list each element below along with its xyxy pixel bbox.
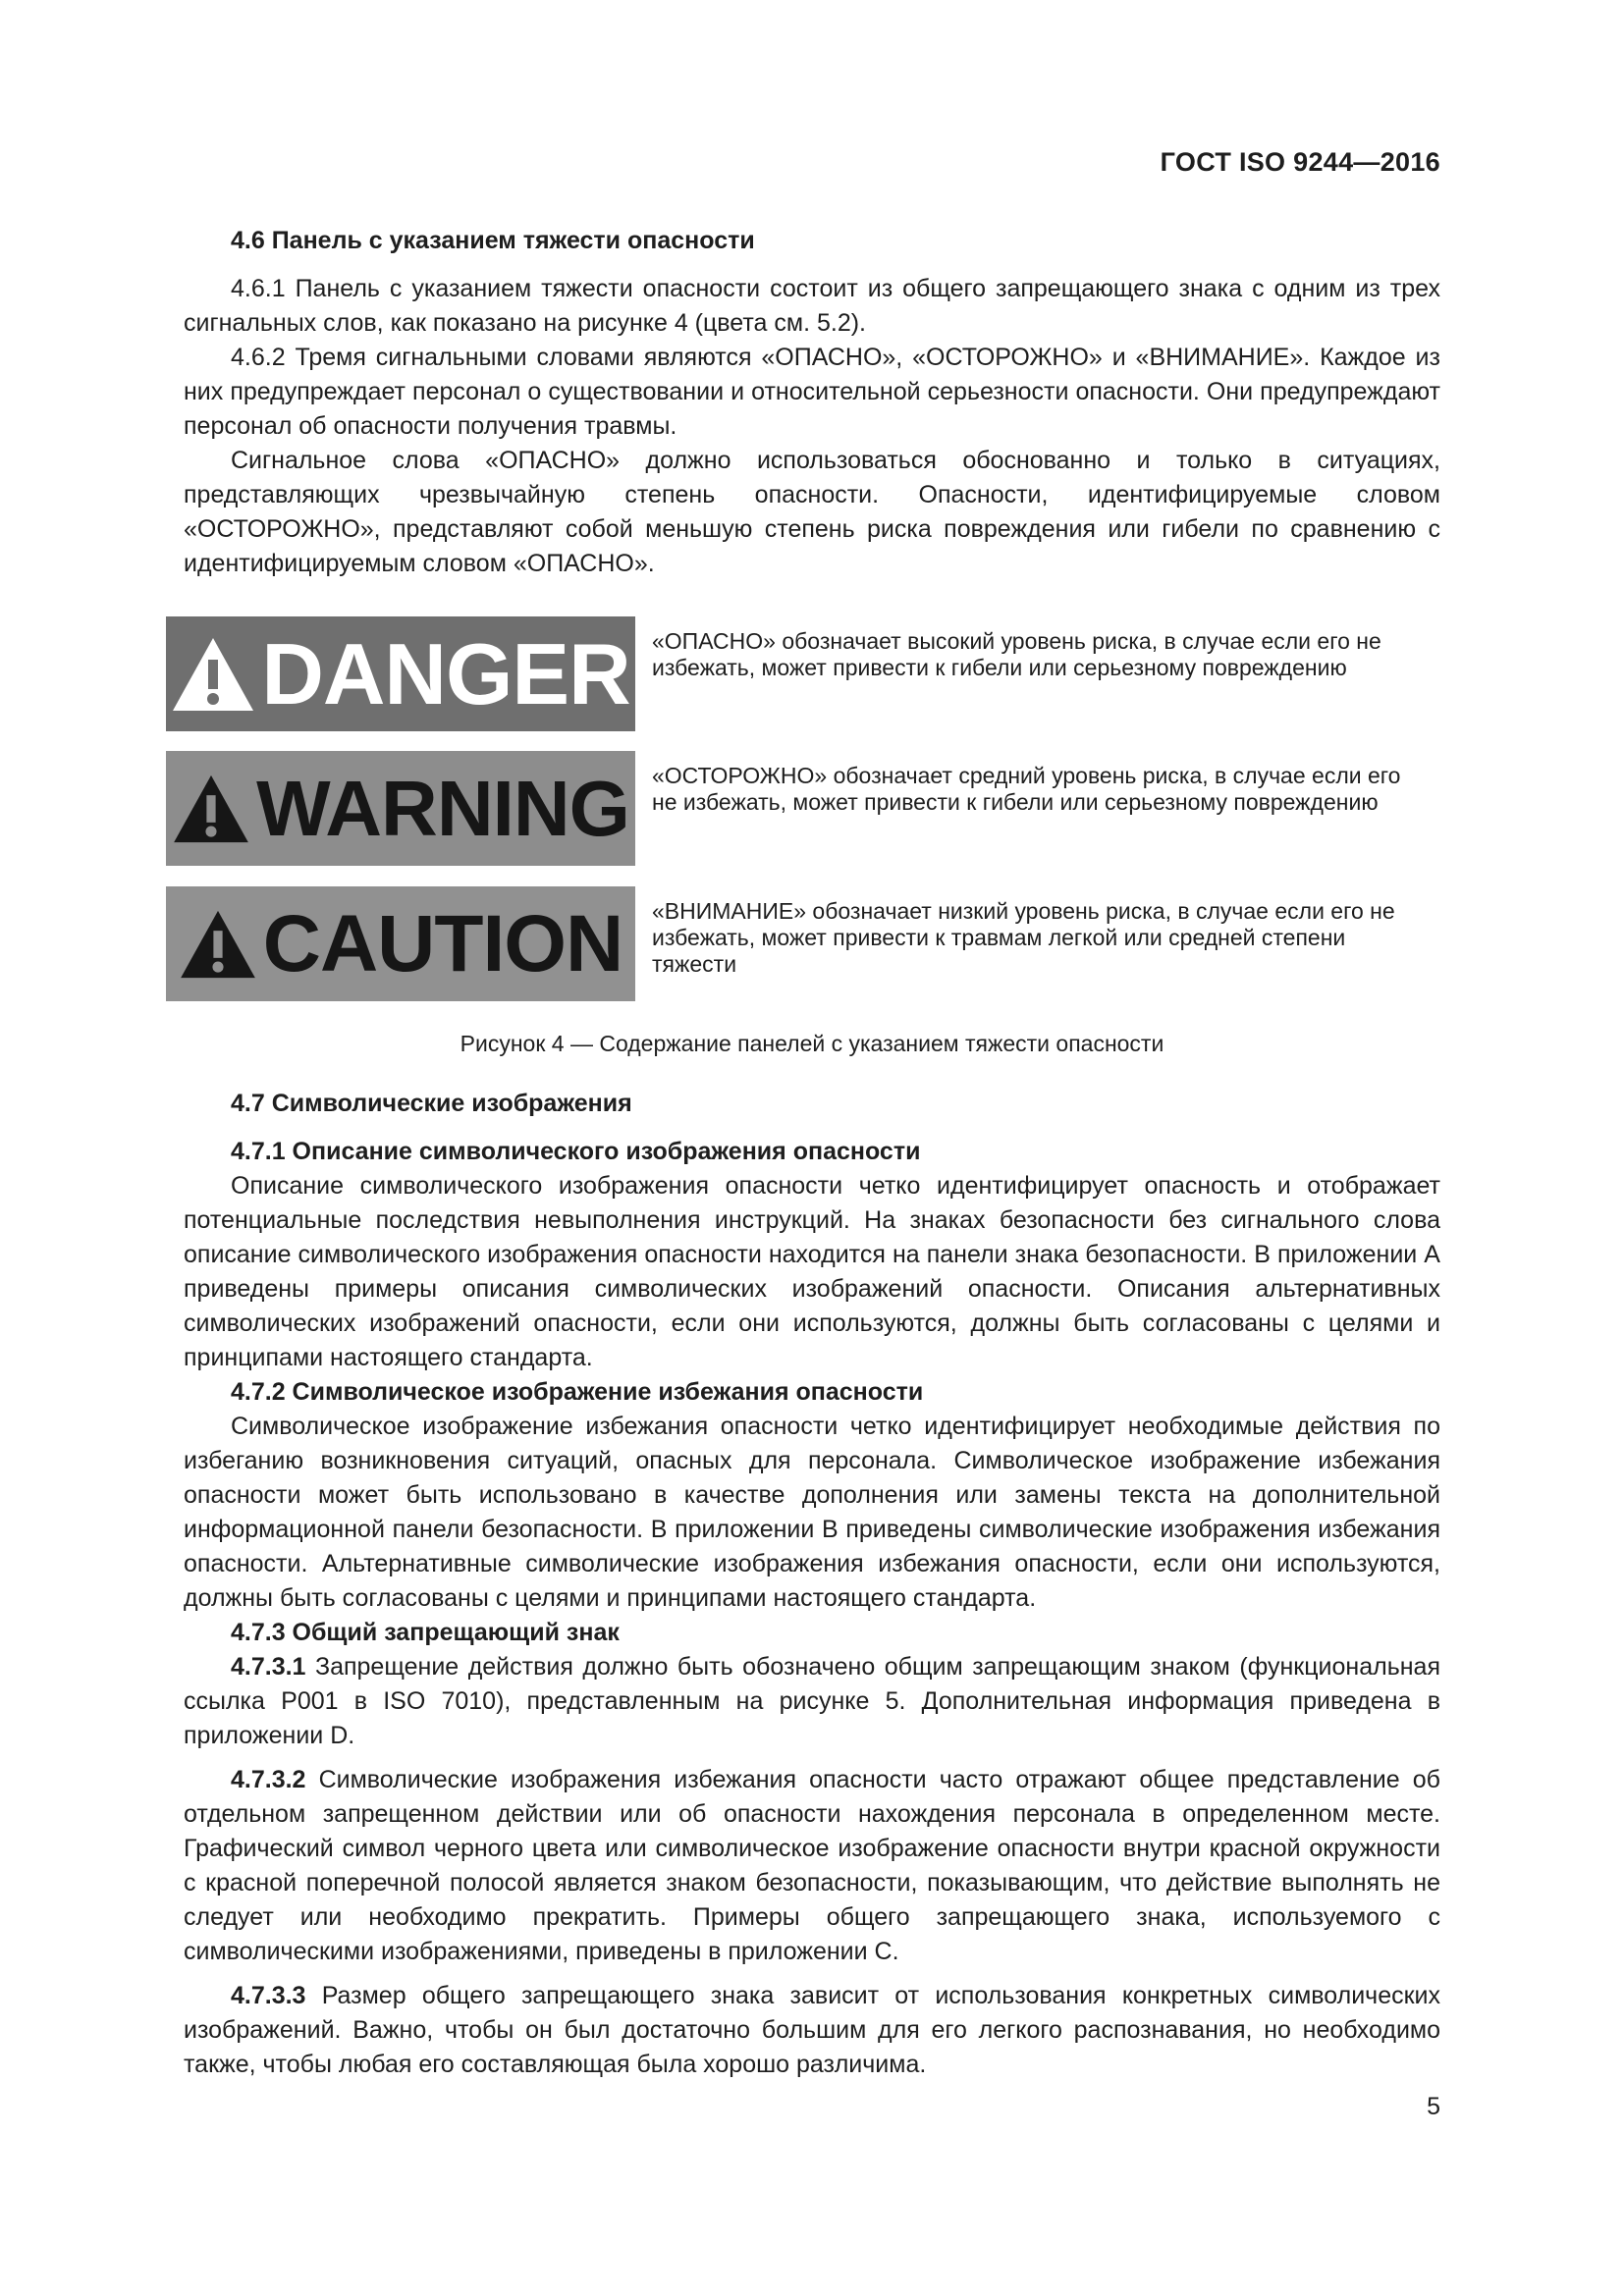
section-4-7-1-heading: 4.7.1 Описание символического изображения опасности [231,1138,921,1165]
caution-signal-word: CAUTION [262,899,623,988]
caution-sign-panel [166,886,635,1001]
danger-description: «ОПАСНО» обозначает высокий уровень риска, в случае если его не избежать, может привести к гибели или серьезному повреждению [652,628,1381,680]
clause-number: 4.7.3.1 [231,1653,306,1681]
danger-signal-word: DANGER [261,625,630,722]
paragraph-4-7-3-3 [184,1979,1440,2082]
warning-sign-panel [166,751,635,866]
standard-header: ГОСТ ISO 9244—2016 [1160,147,1440,177]
section-4-7-heading: 4.7 Символические изображения [231,1090,632,1117]
clause-number: 4.7.3.3 [231,1982,306,2009]
paragraph-4-7-3-1 [184,1650,1440,1753]
clause-text: Запрещение действия должно быть обозначено общим запрещающим знаком (функциональная ссылка Р001 в ISO 7010), представленным на рисунке 5. Дополнительная информация приведена в приложении D. [184,1653,1440,1749]
clause-number: 4.7.3.2 [231,1766,306,1793]
clause-text: Символические изображения избежания опасности часто отражают общее представление об отдельном запрещенном действии или об опасности нахождения персонала в определенном месте. Графический символ черного цвета или символическое изображение опасности внутри красной окружности с красной поперечной полосой является знаком безопасности, показывающим, что действие выполнять не следует или необходимо прекратить. Примеры общего запрещающего знака, используемого с символическими изображениями, приведены в приложении С. [184,1766,1440,1965]
paragraph-4-6-2: 4.6.2 Тремя сигнальными словами являются «ОПАСНО», «ОСТОРОЖНО» и «ВНИМАНИЕ». Каждое из них предупреждает персонал о существовании и относительной серьезности опасности. Они предупреждают персонал об опасности получения травмы. [184,344,1440,440]
paragraph-4-7-2: Символическое изображение избежания опасности четко идентифицирует необходимые действия по избеганию возникновения ситуаций, опасных для персонала. Символическое изображение избежания опасности может быть использовано в качестве дополнения или замены текста на дополнительной информационной панели безопасности. В приложении В приведены символические изображения избежания опасности. Альтернативные символические изображения избежания опасности, если они используются, должны быть согласованы с целями и принципами настоящего стандарта. [184,1413,1440,1612]
section-4-6-heading: 4.6 Панель с указанием тяжести опасности [231,227,755,254]
page-number: 5 [1427,2093,1440,2120]
warning-triangle-icon [171,636,255,713]
warning-triangle-icon [172,774,250,844]
paragraph-signal-word-usage: Сигнальное слова «ОПАСНО» должно использоваться обоснованно и только в ситуациях, представляющих чрезвычайную степень опасности. Опасности, идентифицируемые словом «ОСТОРОЖНО», представляют собой меньшую степень риска повреждения или гибели по сравнению с идентифицируемым словом «ОПАСНО». [184,447,1440,577]
caution-description: «ВНИМАНИЕ» обозначает низкий уровень риска, в случае если его не избежать, может привести к травмам легкой или средней степени тяжести [652,898,1395,977]
warning-triangle-icon [179,909,257,980]
paragraph-4-7-3-2 [184,1763,1440,1969]
section-4-7-2-heading: 4.7.2 Символическое изображение избежания опасности [231,1378,924,1406]
paragraph-4-7-1: Описание символического изображения опасности четко идентифицирует опасность и отображает потенциальные последствия невыполнения инструкций. На знаках безопасности без сигнального слова описание символического изображения опасности находится на панели знака безопасности. В приложении А приведены примеры описания символических изображений опасности. Описания альтернативных символических изображений опасности, если они используются, должны быть согласованы с целями и принципами настоящего стандарта. [184,1172,1440,1371]
danger-sign-panel [166,616,635,731]
figure-4-caption: Рисунок 4 — Содержание панелей с указанием тяжести опасности [460,1031,1164,1056]
warning-description: «ОСТОРОЖНО» обозначает средний уровень риска, в случае если его не избежать, может привести к гибели или серьезному повреждению [652,763,1401,815]
section-4-7-3-heading: 4.7.3 Общий запрещающий знак [231,1619,620,1646]
figure-4 [184,616,1440,1003]
page-content [184,224,1440,2082]
warning-signal-word: WARNING [256,765,629,852]
clause-text: Размер общего запрещающего знака зависит от использования конкретных символических изображений. Важно, чтобы он был достаточно большим для его легкого распознавания, но необходимо также, чтобы любая его составляющая была хорошо различима. [184,1982,1440,2078]
paragraph-4-6-1: 4.6.1 Панель с указанием тяжести опасности состоит из общего запрещающего знака с одним из трех сигнальных слов, как показано на рисунке 4 (цвета см. 5.2). [184,275,1440,337]
